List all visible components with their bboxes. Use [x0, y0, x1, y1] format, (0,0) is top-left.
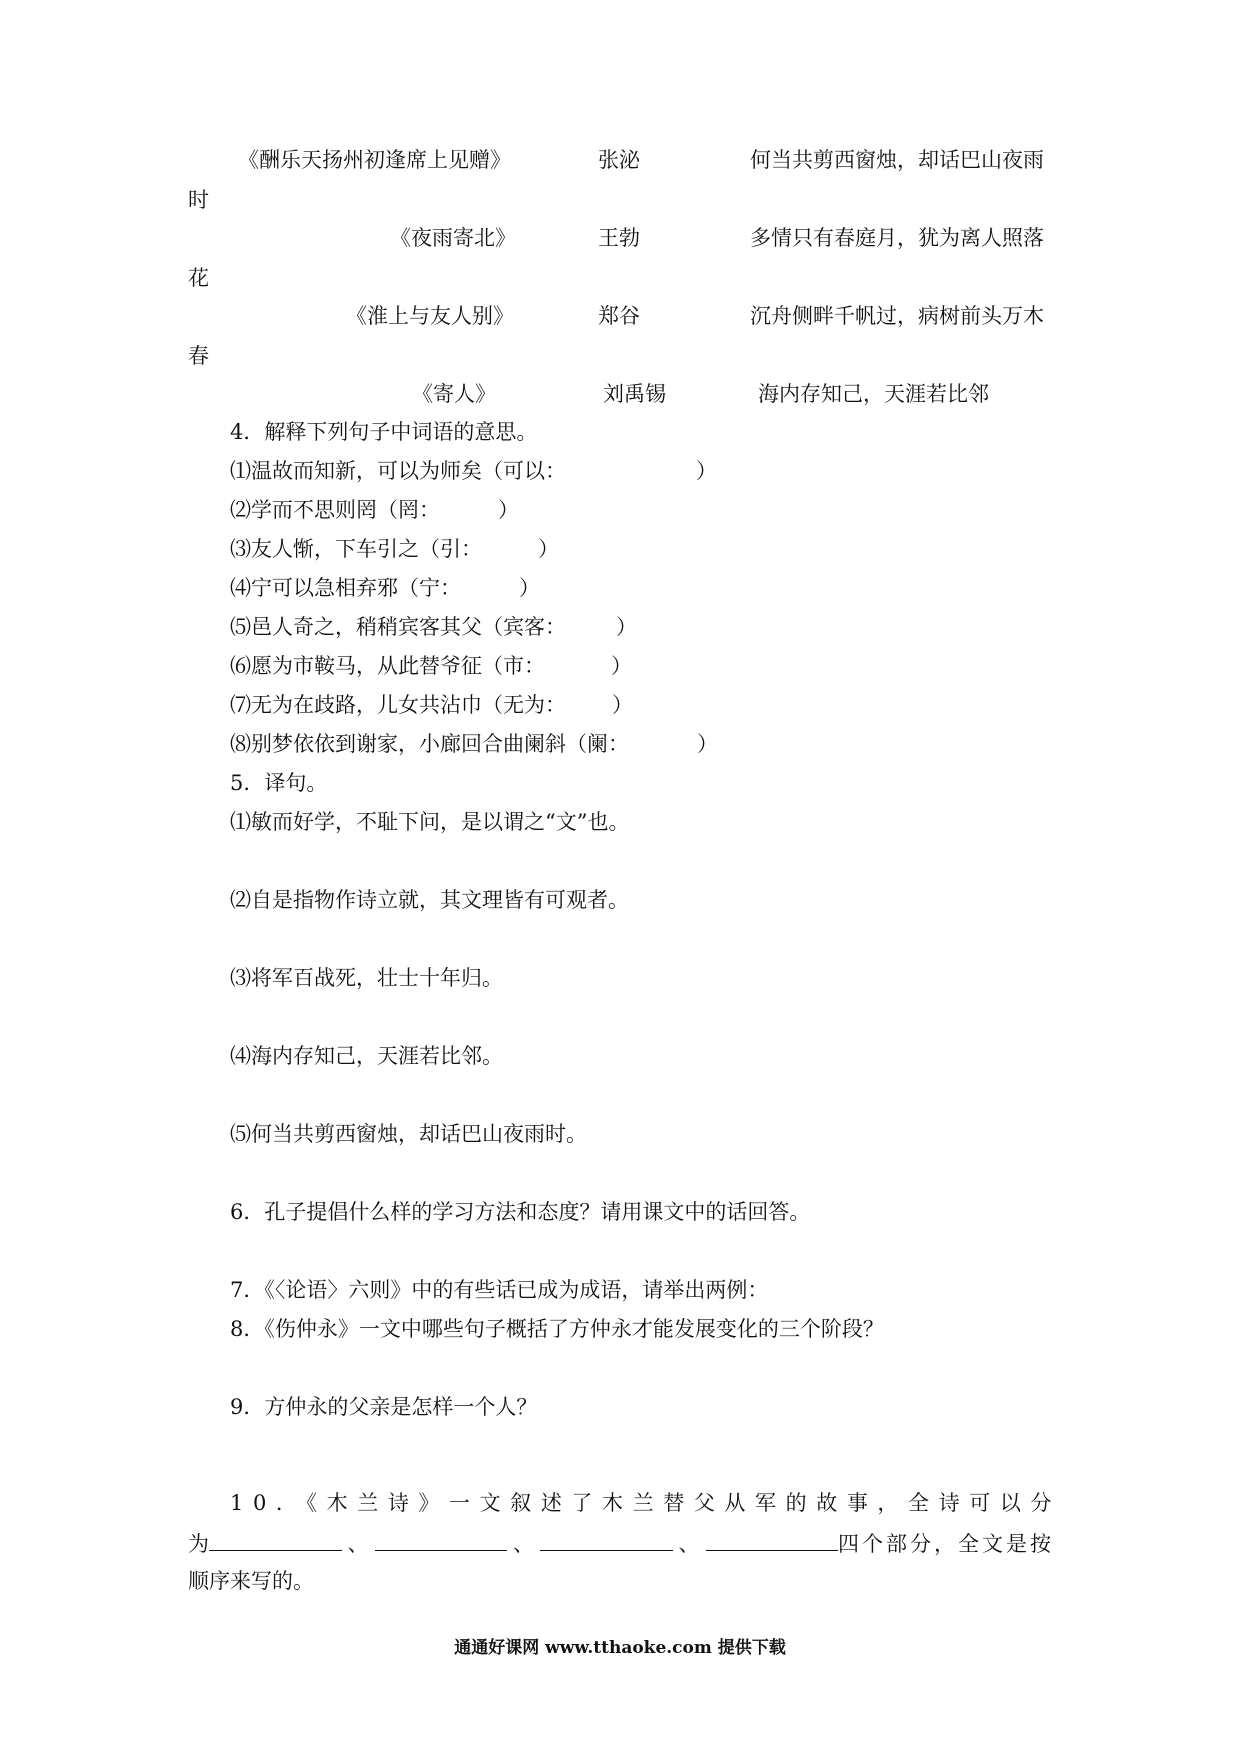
question-7: 7．《〈论语〉六则》中的有些话已成为成语，请举出两例： [230, 1278, 769, 1302]
question-5-title: 5．译句。 [230, 771, 328, 795]
poem-author: 张泌 [598, 148, 640, 172]
q5-item: ⑵自是指物作诗立就，其文理皆有可观者。 [230, 888, 629, 912]
q4-item: ⑺无为在歧路，儿女共沾巾（无为： ） [230, 693, 633, 717]
q5-item: ⑸何当共剪西窗烛，却话巴山夜雨时。 [230, 1122, 587, 1146]
answer-blank[interactable] [706, 1528, 839, 1551]
poem-line-wrap: 时 [188, 188, 209, 212]
poem-line-wrap: 花 [188, 266, 209, 290]
question-9: 9．方仲永的父亲是怎样一个人？ [230, 1395, 538, 1419]
q4-item: ⑷宁可以急相弃邪（宁： ） [230, 576, 540, 600]
q4-item: ⑻别梦依依到谢家，小廊回合曲阑斜（阑： ） [230, 732, 718, 756]
poem-author: 刘禹锡 [603, 382, 666, 406]
q4-item: ⑸邑人奇之，稍稍宾客其父（宾客： ） [230, 615, 637, 639]
q5-item: ⑴敏而好学，不耻下问，是以谓之“文”也。 [230, 810, 630, 834]
answer-blank[interactable] [375, 1528, 508, 1551]
question-8: 8．《伤仲永》一文中哪些句子概括了方仲永才能发展变化的三个阶段？ [230, 1317, 884, 1341]
q4-item: ⑶友人惭，下车引之（引： ） [230, 537, 559, 561]
poem-author: 郑谷 [598, 304, 640, 328]
poem-title: 《寄人》 [412, 382, 496, 406]
poem-title: 《酬乐天扬州初逢席上见赠》 [238, 148, 511, 172]
answer-blank[interactable] [209, 1528, 342, 1551]
q4-item: ⑹愿为市鞍马，从此替爷征（市： ） [230, 654, 632, 678]
question-10-line3: 顺序来写的。 [188, 1569, 314, 1593]
q4-item: ⑴温故而知新，可以为师矣（可以： ） [230, 459, 717, 483]
q4-item: ⑵学而不思则罔（罔： ） [230, 498, 519, 522]
poem-line-wrap: 春 [188, 344, 209, 368]
poem-line: 沉舟侧畔千帆过，病树前头万木 [750, 304, 1044, 328]
poem-author: 王勃 [598, 226, 640, 250]
q5-item: ⑷海内存知己，天涯若比邻。 [230, 1044, 503, 1068]
question-4-title: 4．解释下列句子中词语的意思。 [230, 420, 538, 444]
poem-title: 《淮上与友人别》 [346, 304, 514, 328]
question-10-line2: 为 、 、 、 四个部分，全文是按 [188, 1528, 1054, 1558]
answer-blank[interactable] [540, 1528, 673, 1551]
poem-title: 《夜雨寄北》 [390, 226, 516, 250]
poem-line: 海内存知己，天涯若比邻 [758, 382, 989, 406]
poem-line: 多情只有春庭月，犹为离人照落 [750, 226, 1044, 250]
q5-item: ⑶将军百战死，壮士十年归。 [230, 966, 503, 990]
question-10-line1: 10．《木兰诗》一文叙述了木兰替父从军的故事，全诗可以分 [230, 1491, 1062, 1515]
footer-source[interactable]: 通通好课网 www.tthaoke.com 提供下载 [454, 1638, 786, 1658]
question-6: 6．孔子提倡什么样的学习方法和态度？请用课文中的话回答。 [230, 1200, 811, 1224]
poem-line: 何当共剪西窗烛，却话巴山夜雨 [750, 148, 1044, 172]
